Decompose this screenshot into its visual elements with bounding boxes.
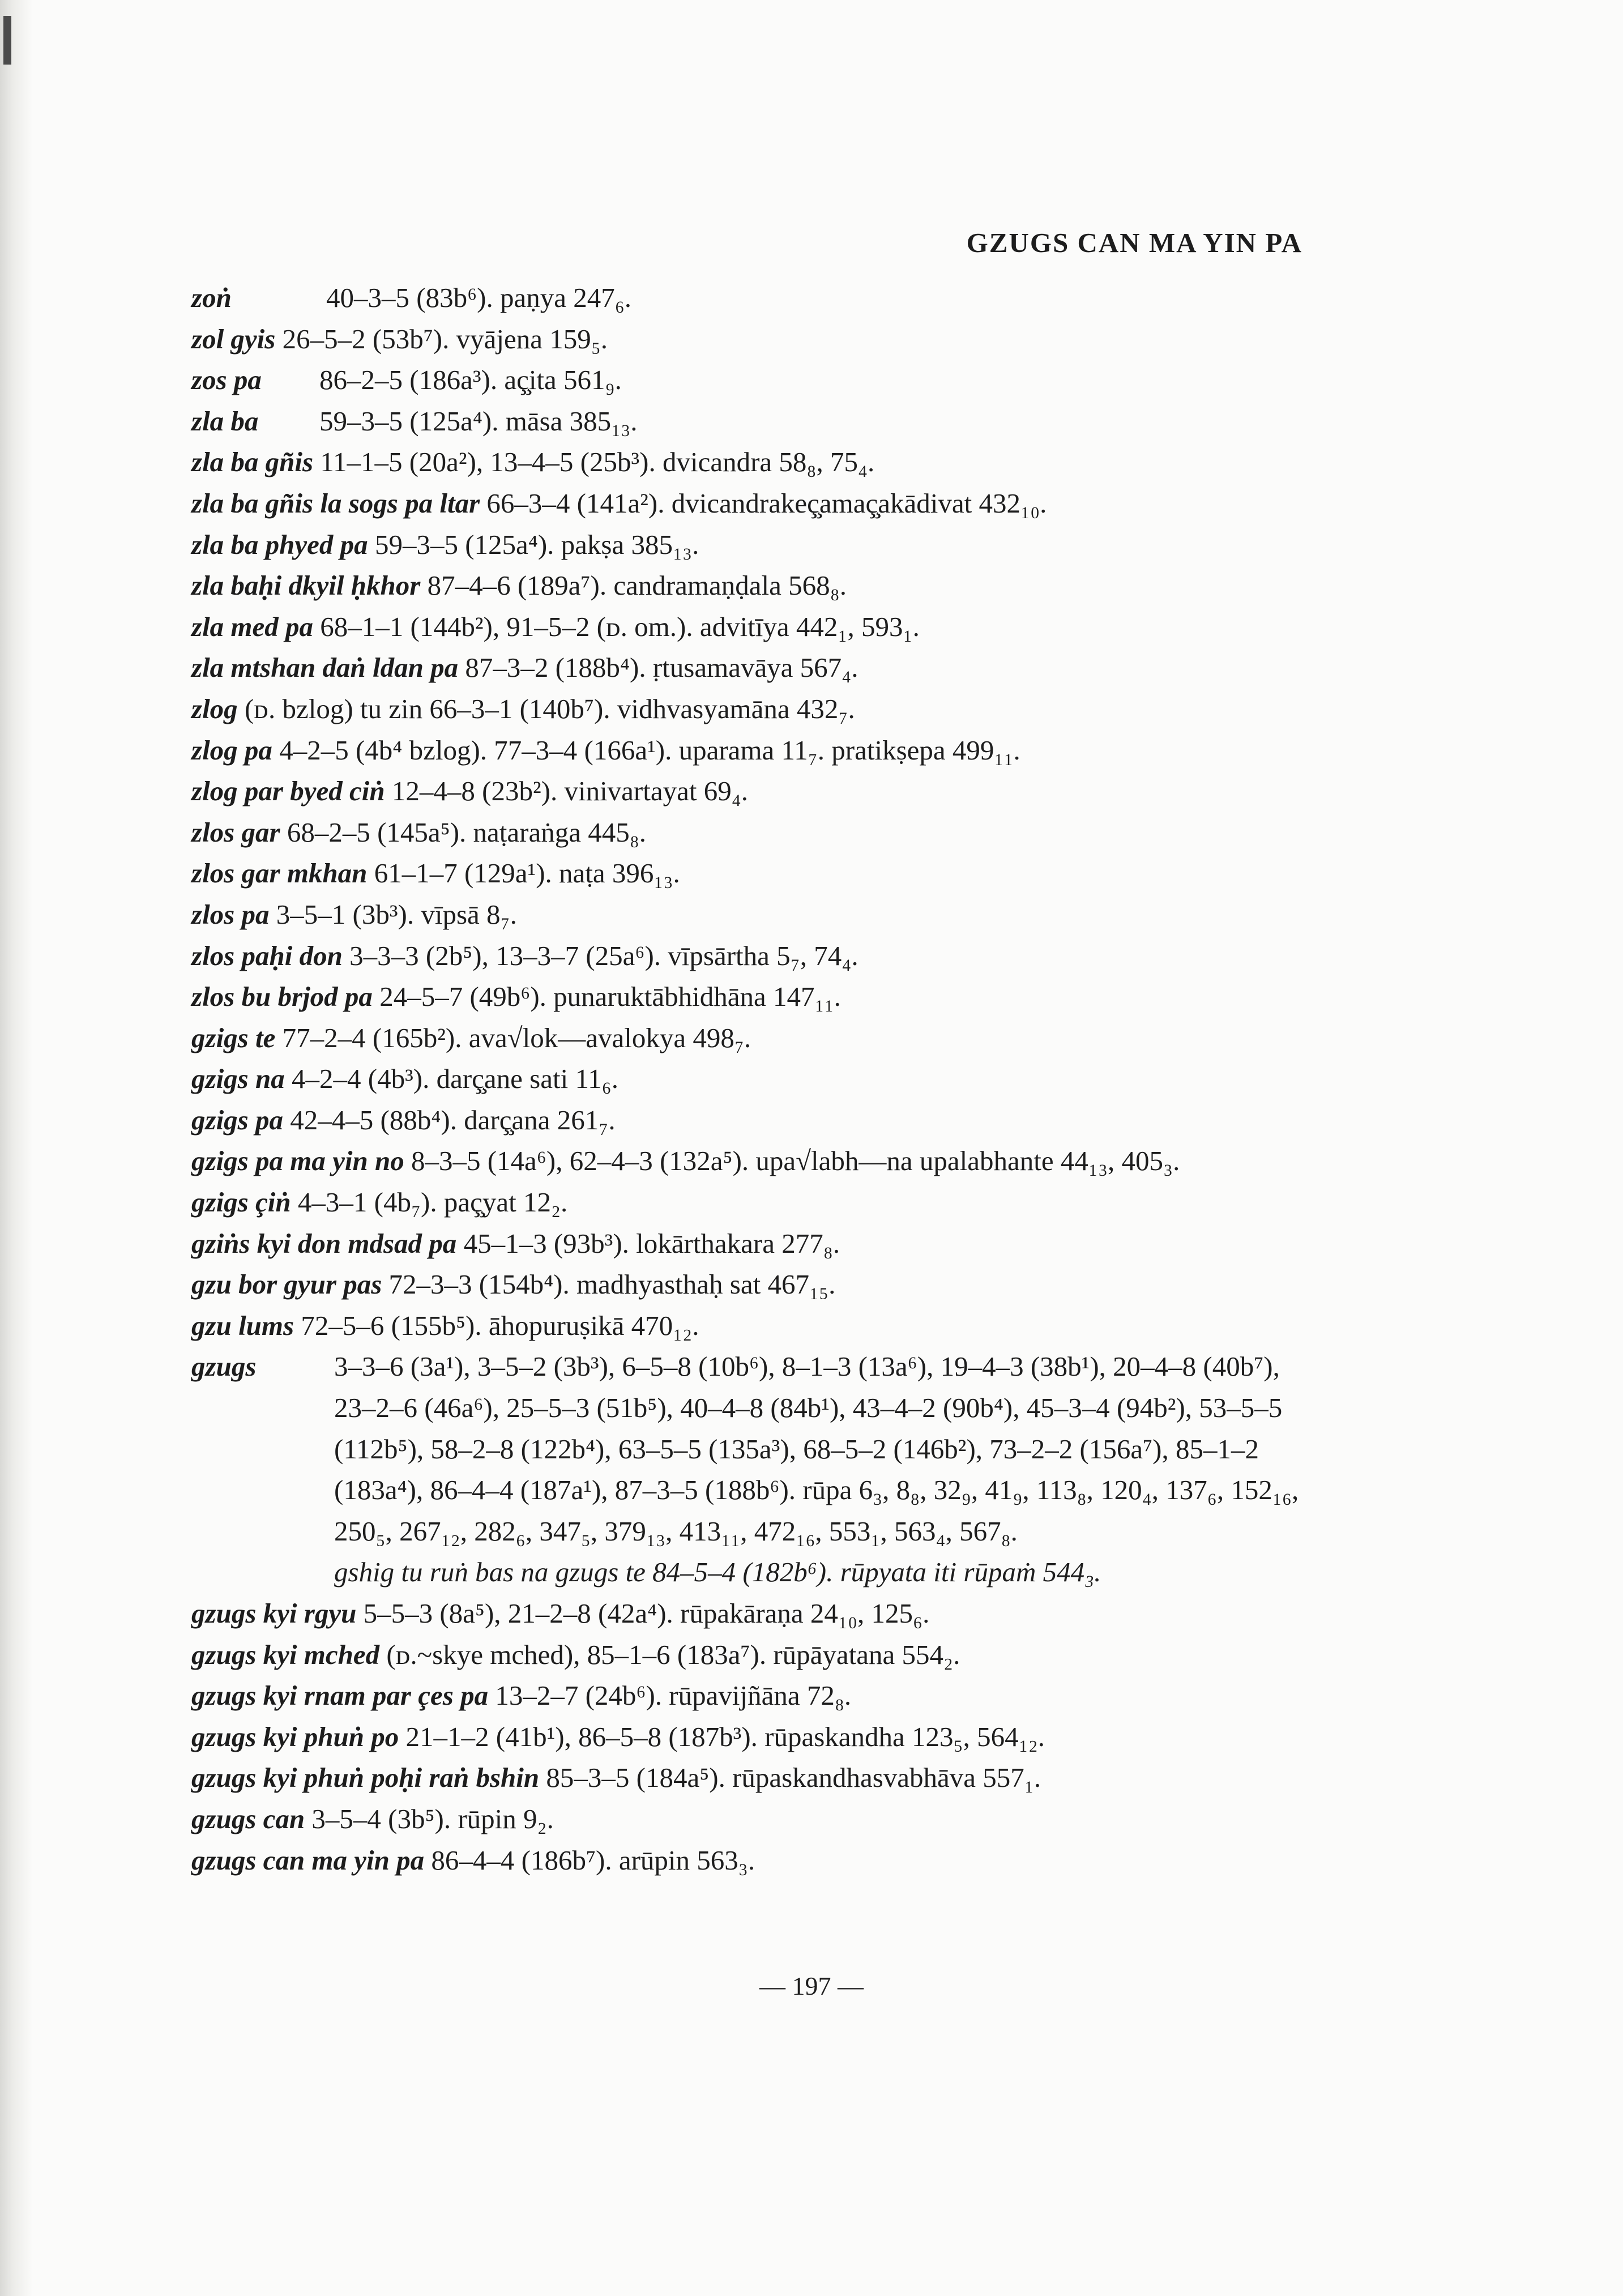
entry-body: 26–5–2 (53b⁷). vyājena 159₅.: [282, 323, 608, 355]
entry-zlos-gar: [191, 812, 1302, 853]
entry-gzugs-can-ma-yin-pa: [191, 1840, 1302, 1881]
headword: zlos paḥi don: [191, 940, 343, 971]
entry-body: 11–1–5 (20a²), 13–4–5 (25b³). dvicandra 58₈, 75₄.: [320, 446, 875, 478]
entry-body: 61–1–7 (129a¹). naṭa 396₁₃.: [374, 857, 680, 889]
entry-body: 59–3–5 (125a⁴). pakṣa 385₁₃.: [374, 528, 699, 560]
entry-body: 45–1–3 (93b³). lokārthakara 277₈.: [463, 1227, 840, 1259]
headword: gzigs te: [191, 1022, 276, 1053]
glossary-entries: [191, 278, 1302, 1881]
entry-body: 13–2–7 (24b⁶). rūpavijñāna 72₈.: [495, 1680, 852, 1712]
entry-zol-gyis: [191, 319, 1302, 360]
running-head: GZUGS CAN MA YIN PA: [966, 227, 1302, 258]
entry-gzugs-kyi-mched: [191, 1634, 1302, 1676]
headword: zla med pa: [191, 611, 314, 642]
entry-gzugs-kyi-rnam-par-ces-pa: [191, 1675, 1302, 1717]
headword: zlos gar mkhan: [191, 857, 368, 889]
entry-zlog: [191, 689, 1302, 730]
headword: zla mtshan daṅ ldan pa: [191, 652, 459, 684]
entry-body: 86–4–4 (186b⁷). arūpin 563₃.: [431, 1844, 755, 1876]
headword: gzu bor gyur pas: [191, 1269, 382, 1300]
headword: zlog pa: [191, 734, 272, 766]
headword: zla ba phyed pa: [191, 528, 368, 560]
headword: zla ba: [191, 405, 259, 437]
entry-body: 21–1–2 (41b¹), 86–5–8 (187b³). rūpaskandha 123₅, 564₁₂.: [405, 1721, 1045, 1752]
entry-gzigs-te: [191, 1018, 1302, 1059]
entry-zlos-pa: [191, 894, 1302, 936]
entry-zla-bahi-dkyil-hkhor: [191, 565, 1302, 607]
entry-body: (ᴅ.~skye mched), 85–1–6 (183a⁷). rūpāyatana 554₂.: [386, 1638, 960, 1670]
entry-body: 42–4–5 (88b⁴). darç̧ana 261₇.: [290, 1104, 616, 1136]
entry-gzigs-pa-ma-yin-no: [191, 1141, 1302, 1182]
headword: gzugs can ma yin pa: [191, 1844, 425, 1876]
entry-body: 12–4–8 (23b²). vinivartayat 69₄.: [391, 775, 749, 807]
headword: zlog: [191, 693, 238, 724]
headword: gzugs: [191, 1351, 257, 1382]
headword: gzugs kyi phuṅ po: [191, 1721, 399, 1752]
entry-body: 86–2–5 (186a³). aç̧ita 561₉.: [319, 364, 622, 396]
entry-zla-ba-phyed-pa: [191, 524, 1302, 566]
headword: zol gyis: [191, 323, 276, 355]
headword: gzigs na: [191, 1063, 285, 1095]
entry-body: 72–5–6 (155b⁵). āhopuruṣikā 470₁₂.: [301, 1309, 699, 1341]
headword: gzu lums: [191, 1309, 294, 1341]
entry-body: 68–1–1 (144b²), 91–5–2 (ᴅ. om.). advitīya 442₁, 593₁.: [320, 611, 920, 642]
headword: zlos bu brjod pa: [191, 981, 373, 1013]
headword: gzigs pa: [191, 1104, 284, 1136]
headword: zla ba gñis: [191, 446, 314, 478]
headword: gzugs kyi rnam par çes pa: [191, 1680, 489, 1712]
headword: zos pa: [191, 364, 262, 396]
headword: gzigs çiṅ: [191, 1187, 291, 1218]
headword: gziṅs kyi don mdsad pa: [191, 1227, 457, 1259]
entry-body: 5–5–3 (8a⁵), 21–2–8 (42a⁴). rūpakāraṇa 24₁₀, 125₆.: [363, 1598, 930, 1629]
headword: zla ba gñis la sogs pa ltar: [191, 487, 480, 519]
entry-body: 40–3–5 (83b⁶). paṇya 247₆.: [326, 282, 632, 313]
entry-zlos-bu-brjod-pa: [191, 976, 1302, 1018]
entry-gzugs-kyi-phun-pohi-ran-bshin: [191, 1757, 1302, 1799]
entry-body: 87–4–6 (189a⁷). candramaṇḍala 568₈.: [427, 570, 847, 601]
entry-gzigs-cin: [191, 1182, 1302, 1223]
entry-zla-mtshan-dan-ldan-pa: [191, 647, 1302, 689]
entry-zla-med-pa: [191, 607, 1302, 648]
entry-body: 4–2–4 (4b³). darç̧ane sati 11₆.: [292, 1063, 618, 1095]
entry-body: (ᴅ. bzlog) tu zin 66–3–1 (140b⁷). vidhvasyamāna 432₇.: [244, 693, 855, 724]
entry-body: 3–3–6 (3a¹), 3–5–2 (3b³), 6–5–8 (10b⁶), 8–1–3 (13a⁶), 19–4–3 (38b¹), 20–4–8 (40b⁷), 23–2–6 (46a⁶), 25–5–3 (51b⁵), 40–4–8 (84b¹), 43–4–2 (90b⁴), 45–3–4 (94b²), 53–5–5 (112b⁵), 58–2–8 (122b⁴), 63–5–5 (135a³), 68–5–2 (146b²), 73–2–2 (156a⁷), 85–1–2 (183a⁴), 86–4–4 (187a¹), 87–3–5 (188b⁶). rūpa 6₃, 8₈, 32₉, 41₉, 113₈, 120₄, 137₆, 152₁₆, 250₅, 267₁₂, 282₆, 347₅, 379₁₃, 413₁₁, 472₁₆, 553₁, 563₄, 567₈.: [334, 1351, 1299, 1547]
entry-gzugs-subentry: [191, 1552, 1302, 1593]
entry-zon: [191, 278, 1302, 319]
entry-gzigs-na: [191, 1059, 1302, 1100]
headword: gzugs kyi rgyu: [191, 1598, 357, 1629]
entry-body: 85–3–5 (184a⁵). rūpaskandhasvabhāva 557₁.: [546, 1762, 1041, 1794]
entry-body: 3–5–1 (3b³). vīpsā 8₇.: [276, 898, 517, 930]
entry-gzu-bor-gyur-pas: [191, 1264, 1302, 1305]
headword: zlos pa: [191, 898, 270, 930]
headword: zla baḥi dkyil ḥkhor: [191, 570, 421, 601]
page-number: — 197 —: [759, 1971, 864, 2000]
entry-body: 66–3–4 (141a²). dvicandrakeç̧amaç̧akādivat 432₁₀.: [486, 487, 1047, 519]
entry-gzugs-kyi-phun-po: [191, 1717, 1302, 1758]
entry-body: 68–2–5 (145a⁵). naṭaraṅga 445₈.: [287, 816, 647, 848]
entry-body: 77–2–4 (165b²). ava√lok—avalokya 498₇.: [282, 1022, 751, 1053]
entry-zlos-pahi-don: [191, 936, 1302, 977]
entry-body: 3–3–3 (2b⁵), 13–3–7 (25a⁶). vīpsārtha 5₇, 74₄.: [349, 940, 859, 971]
entry-body: 59–3–5 (125a⁴). māsa 385₁₃.: [319, 405, 638, 437]
entry-body: 24–5–7 (49b⁶). punaruktābhidhāna 147₁₁.: [379, 981, 841, 1013]
entry-gzugs: [191, 1346, 1302, 1552]
entry-zos-pa: [191, 360, 1302, 401]
entry-zlog-par-byed-cin: [191, 771, 1302, 812]
headword: gzigs pa ma yin no: [191, 1145, 404, 1177]
entry-zla-ba-gnis: [191, 442, 1302, 483]
headword: zoṅ: [191, 282, 232, 313]
headword: gzugs kyi mched: [191, 1638, 380, 1670]
entry-body: 4–3–1 (4b₇). paç̧yat 12₂.: [297, 1187, 568, 1218]
entry-body: 72–3–3 (154b⁴). madhyasthaḥ sat 467₁₅.: [388, 1269, 836, 1300]
entry-body: 4–2–5 (4b⁴ bzlog). 77–3–4 (166a¹). uparama 11₇. pratikṣepa 499₁₁.: [279, 734, 1020, 766]
entry-body: 3–5–4 (3b⁵). rūpin 9₂.: [311, 1803, 554, 1834]
scan-margin-shadow: [0, 0, 33, 2296]
entry-body: 87–3–2 (188b⁴). ṛtusamavāya 567₄.: [465, 652, 859, 684]
entry-gzu-lums: [191, 1305, 1302, 1347]
headword: gzugs can: [191, 1803, 305, 1834]
headword: zlog par byed ciṅ: [191, 775, 385, 807]
subentry-body: gshig tu ruṅ bas na gzugs te 84–5–4 (182b⁶). rūpyata iti rūpaṁ 544₃.: [334, 1556, 1101, 1588]
entry-gzugs-kyi-rgyu: [191, 1593, 1302, 1634]
scan-artifact-mark: [3, 16, 11, 65]
entry-zlos-gar-mkhan: [191, 853, 1302, 894]
headword: gzugs kyi phuṅ poḥi raṅ bshin: [191, 1762, 540, 1794]
entry-zla-ba-gnis-la-sogs-pa-ltar: [191, 483, 1302, 524]
entry-body: 8–3–5 (14a⁶), 62–4–3 (132a⁵). upa√labh—na upalabhante 44₁₃, 405₃.: [411, 1145, 1180, 1177]
entry-zla-ba: [191, 401, 1302, 442]
headword: zlos gar: [191, 816, 280, 848]
entry-gzugs-can: [191, 1799, 1302, 1840]
entry-gzigs-pa: [191, 1100, 1302, 1141]
entry-zlog-pa: [191, 730, 1302, 771]
entry-gzins-kyi-don-mdsad-pa: [191, 1223, 1302, 1265]
